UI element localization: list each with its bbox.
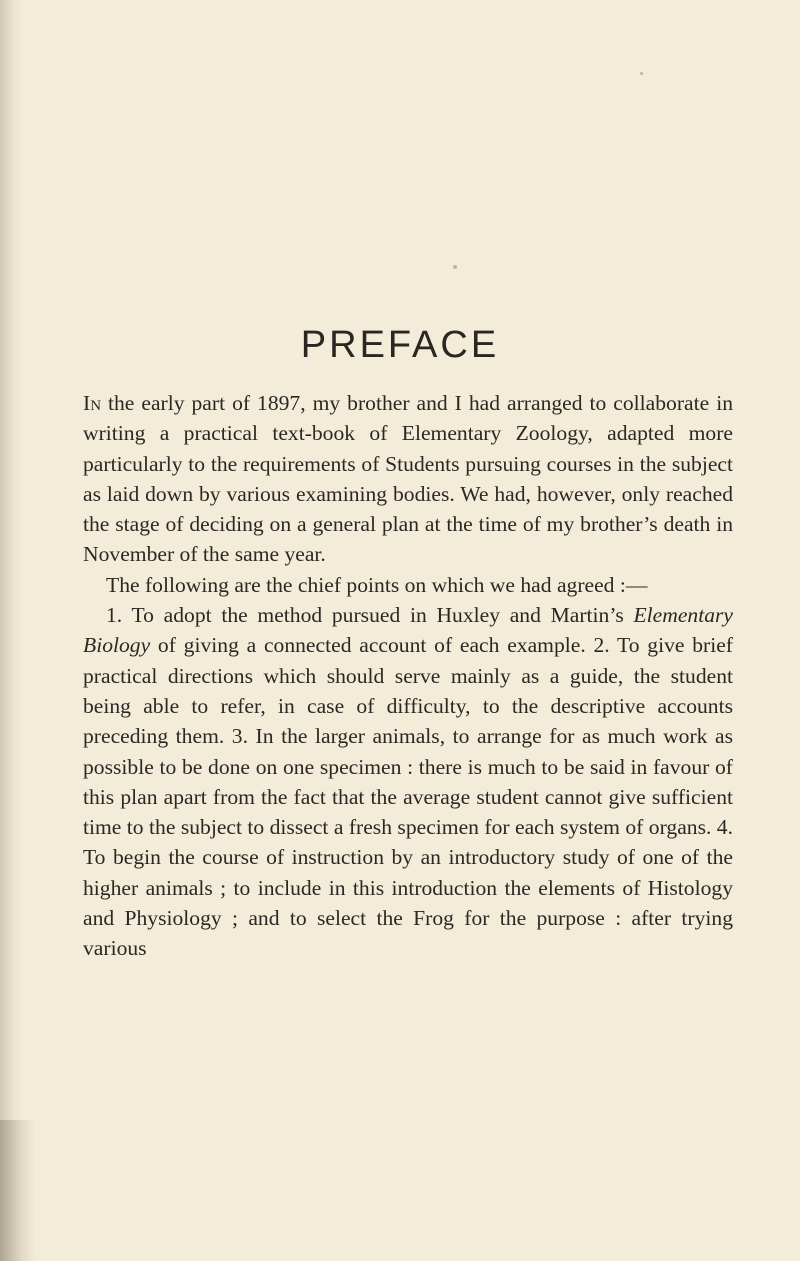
paper-speck [453,265,457,269]
paragraph-3-text-start: 1. To adopt the method pursued in Huxley and Martin’s [106,603,634,628]
paragraph-1 [83,388,733,570]
paragraph-2: The following are the chief points on which we had agreed :— [106,572,648,597]
page-title: PREFACE [300,324,500,366]
paragraph-1-text: the early part of 1897, my brother and I had arranged to collaborate in writing a practical text-book of Elementary Zoology, adapted more particularly to the requirements of Students pursuing courses in the subject as laid down by various examining bodies. We had, however, only reached the stage of deciding on a general plan at the time of my brother’s death in November of the same year. [83,391,733,567]
page-edge-shadow [0,0,22,1261]
opening-word: In [83,391,102,415]
page-edge-shadow-lower [0,1120,36,1261]
paragraph-3 [83,600,733,964]
preface-body [83,388,733,964]
paper-speck [640,72,643,75]
paragraph-3-text-end: of giving a connected account of each example. 2. To give brief practical directions which should serve mainly as a guide, the student being able to refer, in case of difficulty, to the descriptive accounts preceding them. 3. In the larger animals, to arrange for as much work as possible to be done on one specimen : there is much to be said in favour of this plan apart from the fact that the average student cannot give sufficient time to the subject to dissect a fresh specimen for each system of organs. 4. To begin the course of instruction by an introductory study of one of the higher animals ; to include in this introduction the elements of Histology and Physiology ; and to select the Frog for the purpose : after trying various [83,633,733,961]
book-title: Elementary Biology [83,603,733,658]
